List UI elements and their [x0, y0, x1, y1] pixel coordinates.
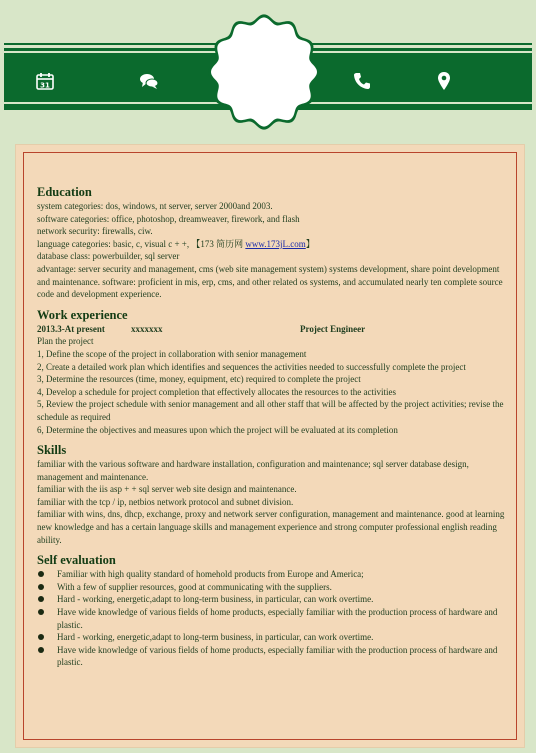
education-section: [37, 185, 509, 301]
website-link[interactable]: www.173jL.com: [245, 238, 306, 249]
language-prefix: language categories: basic, c, visual c + +, 【173 简历网: [37, 238, 246, 249]
skills-line: familiar with the various software and hardware installation, configuration and maintenance; sql server database design, management and maintenance.: [37, 459, 469, 482]
list-item: Have wide knowledge of various fields of home products, especially familiar with the production process of hardware and plastic.: [37, 606, 509, 631]
job-period: 2013.3-At present: [37, 323, 105, 334]
resume-content: [37, 185, 509, 676]
self-evaluation-heading: Self evaluation: [37, 553, 116, 568]
work-line: 4, Develop a schedule for project completion that effectively allocates the resources to the activities: [37, 386, 396, 397]
job-position: Project Engineer: [300, 323, 366, 334]
list-item: Familiar with high quality standard of homehold products from Europe and America;: [37, 568, 509, 581]
skills-section: [37, 443, 509, 546]
language-suffix: 】: [305, 238, 315, 249]
skills-line: familiar with wins, dns, dhcp, exchange, proxy and network server configuration, management and maintenance. good at learning new knowledge and has a certain language skills and management experience and strong computer professional english reading ability.: [37, 509, 505, 545]
work-heading: Work experience: [37, 307, 128, 322]
education-line: advantage: server security and management, cms (web site management system) systems development, share point development and maintenance. software: proficient in mis, erp, cms, and other related os systems, and accumulated nearly ten complete source code and development experience.: [37, 263, 503, 300]
work-line: 3, Determine the resources (time, money, equipment, etc) required to complete the project: [37, 374, 361, 385]
skills-heading: Skills: [37, 443, 67, 458]
skills-line: familiar with the tcp / ip, netbios network protocol and subnet division.: [37, 496, 294, 507]
education-line: software categories: office, photoshop, dreamweaver, firework, and flash: [37, 213, 300, 224]
work-line: 6, Determine the objectives and measures upon which the project will be evaluated at its completion: [37, 424, 398, 435]
language-line: [37, 238, 509, 251]
job-company: xxxxxxx: [131, 323, 163, 334]
list-item: With a few of supplier resources, good at communicating with the suppliers.: [37, 581, 509, 594]
work-line: 2, Create a detailed work plan which identifies and sequences the activities needed to successfully complete the project: [37, 361, 466, 372]
education-line: database class: powerbuilder, sql server: [37, 251, 180, 262]
location-pin-icon: [434, 71, 454, 91]
chat-icon: [139, 71, 159, 91]
work-line: 1, Define the scope of the project in collaboration with senior management: [37, 348, 307, 359]
work-line: Plan the project: [37, 336, 94, 347]
photo-badge: [207, 13, 321, 131]
work-section: [37, 308, 509, 436]
education-line: network security: firewalls, ciw.: [37, 226, 153, 237]
education-heading: Education: [37, 185, 92, 199]
list-item: Hard - working, energetic,adapt to long-term business, in particular, can work overtime.: [37, 631, 509, 644]
svg-text:31: 31: [40, 81, 50, 90]
list-item: Have wide knowledge of various fields of home products, especially familiar with the production process of hardware and plastic.: [37, 644, 509, 669]
education-line: system categories: dos, windows, nt server, server 2000and 2003.: [37, 201, 273, 211]
skills-line: familiar with the iis asp + + sql server web site design and maintenance.: [37, 484, 297, 495]
self-evaluation-list: [37, 568, 509, 669]
phone-icon: [352, 71, 372, 91]
job-header: [37, 323, 509, 336]
self-evaluation-section: [37, 553, 509, 669]
list-item: Hard - working, energetic,adapt to long-term business, in particular, can work overtime.: [37, 593, 509, 606]
work-line: 5, Review the project schedule with senior management and all other staff that will be affected by the project activities; revise the schedule as required: [37, 399, 504, 422]
calendar-icon: [35, 71, 55, 91]
